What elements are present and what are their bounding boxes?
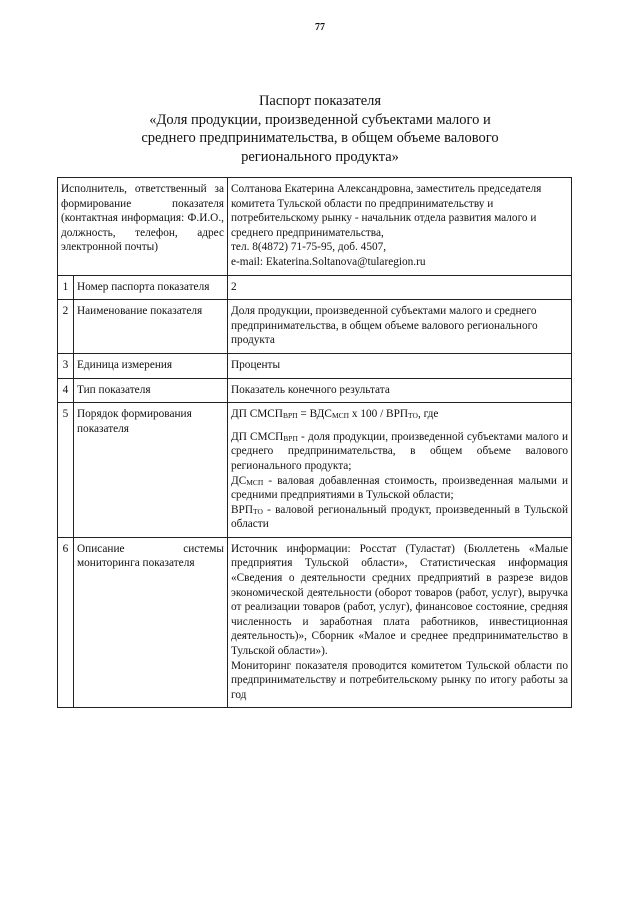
row-number: 3	[58, 353, 74, 378]
executor-value	[228, 178, 572, 276]
formula: ДП $СМСП_{ВРП} = ВДС_{МСП}$ x $100 / ВРП_{ТО}$, где	[231, 408, 439, 421]
row-value-calculation	[228, 403, 572, 538]
table-row	[58, 300, 572, 354]
table-row	[58, 378, 572, 403]
row-label: Номер паспорта показателя	[74, 275, 228, 300]
definition-value-added: $ДС_{МСП}$ - валовая добавленная стоимость, произведенная малыми и средними предприятиями в Тульской области;	[231, 474, 568, 502]
definition-grp: $ВРП_{ТО}$ - валовой региональный продукт, произведенный в Тульской области	[231, 503, 568, 531]
title-line-2: «Доля продукции, произведенной субъектами малого и	[149, 111, 491, 128]
executor-label: Исполнитель, ответственный за формирование показателя (контактная информация: Ф.И.О., должность, телефон, адрес электронной почты)	[58, 178, 228, 276]
title-line-3: среднего предпринимательства, в общем объеме валового	[141, 130, 499, 146]
row-number: 5	[58, 403, 74, 538]
title-line-4: регионального продукта»	[241, 148, 399, 165]
row-label: Единица измерения	[74, 353, 228, 378]
row-label: Описание системы мониторинга показателя	[74, 537, 228, 708]
table-row	[58, 353, 572, 378]
row-number: 4	[58, 378, 74, 403]
page-number: 77	[315, 22, 325, 33]
row-value: Доля продукции, произведенной субъектами малого и среднего предпринимательства, в общем объеме валового регионального продукта	[228, 300, 572, 354]
indicator-passport-table	[57, 177, 572, 708]
row-label: Порядок формирования показателя	[74, 403, 228, 538]
table-row	[58, 537, 572, 708]
executor-phone: тел. 8(4872) 71-75-95, доб. 4507,	[231, 241, 387, 254]
row-label: Наименование показателя	[74, 300, 228, 354]
executor-name-position: Солтанова Екатерина Александровна, заместитель председателя комитета Тульской области по предпринимательству и потребительскому рынку - начальник отдела развития малого и среднего предпринимательства,	[231, 183, 542, 239]
row-value: 2	[228, 275, 572, 300]
table-row	[58, 403, 572, 538]
row-value: Показатель конечного результата	[228, 378, 572, 403]
document-title	[90, 92, 550, 166]
monitoring-source: Источник информации: Росстат (Туластат) (Бюллетень «Малые предприятия Тульской области», Статистическая информация «Сведения о деятельности средних предприятий в разрезе видов экономической деятельности (оборот товаров (работ, услуг), выручка от реализации товаров (работ, услуг), финансовое состояние, средняя численность и заработная плата работников, инвестиционная деятельность)», Сборник «Малое и среднее предпринимательство в Тульской области»).	[231, 542, 568, 658]
row-value: Проценты	[228, 353, 572, 378]
row-value-monitoring	[228, 537, 572, 708]
row-number: 2	[58, 300, 74, 354]
monitoring-process: Мониторинг показателя проводится комитетом Тульской области по предпринимательству и потребительскому рынку по итогу работы за год	[231, 659, 568, 701]
row-number: 1	[58, 275, 74, 300]
executor-email: e-mail: Ekaterina.Soltanova@tularegion.ru	[231, 255, 426, 268]
title-line-1: Паспорт показателя	[258, 93, 382, 109]
row-number: 6	[58, 537, 74, 708]
table-row	[58, 275, 572, 300]
definition-share: ДП $СМСП_{ВРП}$ - доля продукции, произведенной субъектами малого и среднего предпринимательства, в общем объеме валового регионального продукта;	[231, 430, 568, 472]
row-label: Тип показателя	[74, 378, 228, 403]
table-row-executor	[58, 178, 572, 276]
